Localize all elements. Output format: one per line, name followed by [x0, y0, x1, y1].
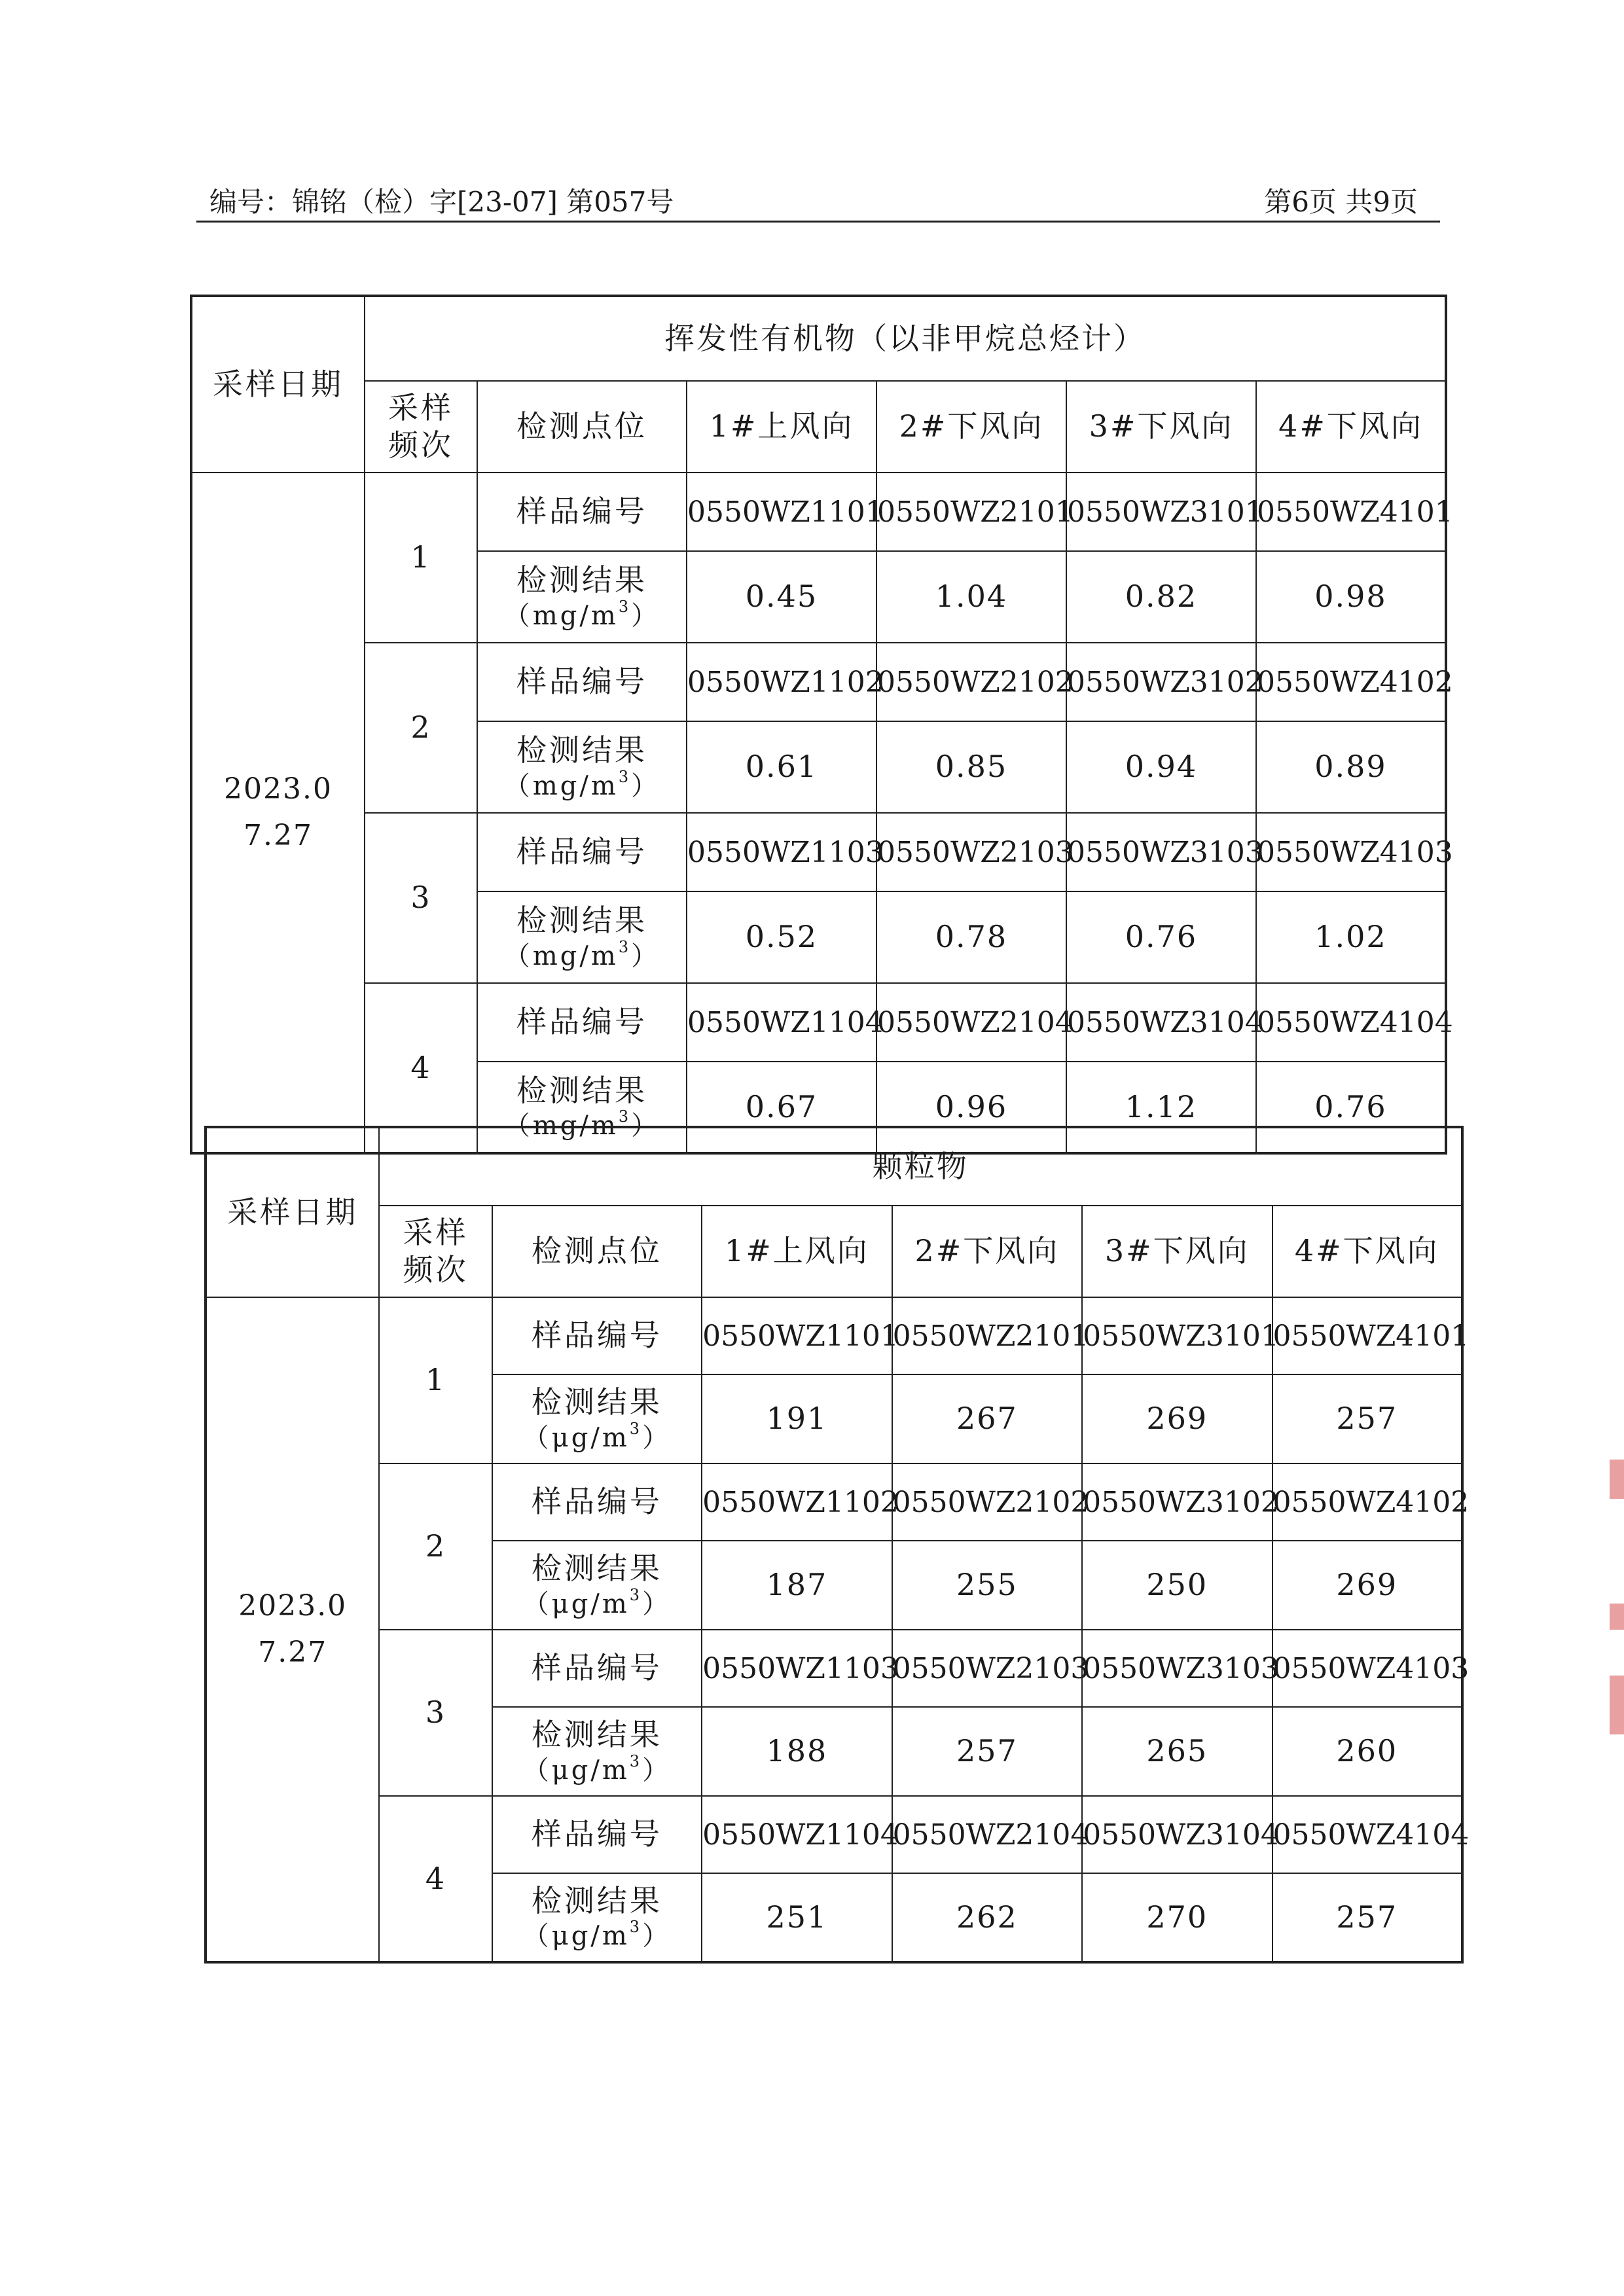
result-label — [492, 1873, 702, 1962]
result-label-text: 检测结果 — [516, 562, 647, 598]
pollutant-title: 挥发性有机物（以非甲烷总烃计） — [365, 296, 1446, 381]
result-value-cell: 0.52 — [687, 891, 876, 983]
unit-prefix: （mg/m — [503, 1111, 619, 1141]
sample-id-cell: 0550WZ4101 — [1272, 1297, 1462, 1374]
sample-id-cell: 0550WZ1103 — [687, 813, 876, 891]
point-header: 4#下风向 — [1256, 381, 1446, 473]
detection-point-header: 检测点位 — [477, 381, 687, 473]
result-value-cell: 255 — [892, 1541, 1082, 1630]
detection-point-header: 检测点位 — [492, 1206, 702, 1297]
page-header — [196, 177, 1440, 223]
result-value-cell: 0.67 — [687, 1062, 876, 1153]
result-value-cell: 265 — [1082, 1707, 1272, 1796]
sample-label: 样品编号 — [492, 1796, 702, 1873]
sample-id-cell: 0550WZ4103 — [1256, 813, 1446, 891]
result-value-cell: 260 — [1272, 1707, 1462, 1796]
sample-id-cell: 0550WZ1103 — [702, 1630, 892, 1707]
sample-label: 样品编号 — [492, 1297, 702, 1374]
unit-exponent: 3 — [629, 1751, 643, 1770]
unit-prefix: （μg/m — [522, 1755, 630, 1785]
sample-id-cell: 0550WZ2104 — [876, 983, 1066, 1062]
result-value-cell: 1.02 — [1256, 891, 1446, 983]
sample-id-cell: 0550WZ2103 — [876, 813, 1066, 891]
result-label-text: 检测结果 — [516, 732, 647, 768]
point-header: 3#下风向 — [1066, 381, 1256, 473]
unit-suffix: ） — [642, 1755, 672, 1785]
unit-exponent: 3 — [629, 1419, 643, 1438]
result-value-cell: 0.96 — [876, 1062, 1066, 1153]
sample-id-cell: 0550WZ2102 — [876, 643, 1066, 721]
result-unit — [493, 1751, 702, 1787]
result-value-cell: 1.04 — [876, 551, 1066, 643]
sample-id-cell: 0550WZ2103 — [892, 1630, 1082, 1707]
result-value-cell: 267 — [892, 1374, 1082, 1463]
result-value-cell: 262 — [892, 1873, 1082, 1962]
sampling-date — [191, 473, 365, 1153]
sampling-date-header: 采样日期 — [206, 1127, 379, 1297]
sample-id-cell: 0550WZ2101 — [876, 473, 1066, 551]
frequency-cell: 3 — [379, 1630, 492, 1796]
pollutant-title: 颗粒物 — [379, 1127, 1462, 1206]
sample-id-cell: 0550WZ3101 — [1066, 473, 1256, 551]
result-value-cell: 251 — [702, 1873, 892, 1962]
result-label-text: 检测结果 — [531, 1882, 662, 1918]
sample-row — [191, 813, 1446, 891]
sample-id-cell: 0550WZ4101 — [1256, 473, 1446, 551]
header-rule — [196, 221, 1440, 223]
sample-id-cell: 0550WZ4103 — [1272, 1630, 1462, 1707]
measurement-table — [204, 1126, 1470, 1964]
sample-id-cell: 0550WZ3102 — [1082, 1463, 1272, 1541]
sample-row — [191, 473, 1446, 551]
document-number: 编号：锦铭（检）字[23-07] 第057号 — [209, 186, 674, 218]
result-value-cell: 0.76 — [1066, 891, 1256, 983]
result-value-cell: 257 — [1272, 1374, 1462, 1463]
unit-prefix: （μg/m — [522, 1921, 630, 1952]
scan-edge-mark — [1610, 1604, 1624, 1630]
sample-row — [206, 1297, 1462, 1374]
result-value-cell: 1.12 — [1066, 1062, 1256, 1153]
unit-exponent: 3 — [629, 1918, 643, 1937]
sample-id-cell: 0550WZ2104 — [892, 1796, 1082, 1873]
sample-id-cell: 0550WZ1102 — [702, 1463, 892, 1541]
unit-prefix: （mg/m — [503, 600, 619, 631]
result-value-cell: 269 — [1082, 1374, 1272, 1463]
result-label-text: 检测结果 — [531, 1717, 662, 1753]
sample-id-cell: 0550WZ4104 — [1256, 983, 1446, 1062]
result-value-cell: 0.94 — [1066, 721, 1256, 813]
unit-exponent: 3 — [618, 767, 632, 786]
unit-suffix: ） — [642, 1921, 672, 1952]
result-value-cell: 188 — [702, 1707, 892, 1796]
sample-id-cell: 0550WZ4102 — [1272, 1463, 1462, 1541]
sample-label: 样品编号 — [477, 983, 687, 1062]
result-value-cell: 0.82 — [1066, 551, 1256, 643]
sample-row — [206, 1463, 1462, 1541]
result-value-cell: 0.98 — [1256, 551, 1446, 643]
sample-id-cell: 0550WZ1104 — [687, 983, 876, 1062]
sample-id-cell: 0550WZ3104 — [1066, 983, 1256, 1062]
result-value-cell: 0.85 — [876, 721, 1066, 813]
sampling-date-header: 采样日期 — [191, 296, 365, 473]
sample-id-cell: 0550WZ1101 — [702, 1297, 892, 1374]
scan-edge-mark — [1610, 1460, 1624, 1499]
sample-row — [206, 1630, 1462, 1707]
result-value-cell: 257 — [892, 1707, 1082, 1796]
result-value-cell: 250 — [1082, 1541, 1272, 1630]
result-label — [477, 721, 687, 813]
point-header: 2#下风向 — [892, 1206, 1082, 1297]
result-value-cell: 269 — [1272, 1541, 1462, 1630]
point-header: 2#下风向 — [876, 381, 1066, 473]
result-value-cell: 257 — [1272, 1873, 1462, 1962]
result-unit — [478, 597, 686, 632]
sampling-frequency-header: 采样频次 — [379, 1206, 492, 1297]
sample-label: 样品编号 — [477, 473, 687, 551]
result-label-text: 检测结果 — [531, 1384, 662, 1420]
sampling-date-value: 2023.07.27 — [224, 772, 333, 852]
frequency-cell: 2 — [379, 1463, 492, 1630]
scan-edge-mark — [1610, 1676, 1624, 1734]
sample-id-cell: 0550WZ2102 — [892, 1463, 1082, 1541]
result-label-text: 检测结果 — [531, 1551, 662, 1587]
unit-suffix: ） — [631, 770, 660, 801]
sample-id-cell: 0550WZ3104 — [1082, 1796, 1272, 1873]
result-label — [492, 1541, 702, 1630]
unit-exponent: 3 — [618, 1107, 632, 1126]
result-value-cell: 0.61 — [687, 721, 876, 813]
unit-prefix: （μg/m — [522, 1422, 630, 1453]
frequency-cell: 1 — [379, 1297, 492, 1463]
result-value-cell: 0.78 — [876, 891, 1066, 983]
measurement-table — [190, 295, 1453, 1155]
result-label-text: 检测结果 — [516, 1072, 647, 1108]
unit-suffix: ） — [631, 600, 660, 631]
result-label — [492, 1374, 702, 1463]
sample-id-cell: 0550WZ1104 — [702, 1796, 892, 1873]
result-value-cell: 191 — [702, 1374, 892, 1463]
result-value-cell: 187 — [702, 1541, 892, 1630]
sample-id-cell: 0550WZ1101 — [687, 473, 876, 551]
unit-prefix: （mg/m — [503, 770, 619, 801]
sample-id-cell: 0550WZ3103 — [1066, 813, 1256, 891]
unit-prefix: （μg/m — [522, 1588, 630, 1619]
point-header: 1#上风向 — [687, 381, 876, 473]
sample-id-cell: 0550WZ3102 — [1066, 643, 1256, 721]
unit-exponent: 3 — [629, 1585, 643, 1604]
sample-id-cell: 0550WZ4104 — [1272, 1796, 1462, 1873]
result-unit — [493, 1920, 702, 1952]
sample-id-cell: 0550WZ3103 — [1082, 1630, 1272, 1707]
unit-exponent: 3 — [618, 597, 632, 616]
unit-suffix: ） — [631, 1111, 660, 1141]
frequency-cell: 4 — [365, 983, 477, 1153]
result-value-cell: 0.76 — [1256, 1062, 1446, 1153]
result-value-cell: 270 — [1082, 1873, 1272, 1962]
sample-label: 样品编号 — [477, 813, 687, 891]
frequency-cell: 3 — [365, 813, 477, 983]
sample-label: 样品编号 — [477, 643, 687, 721]
result-label — [477, 551, 687, 643]
result-label-text: 检测结果 — [516, 903, 647, 939]
result-label — [477, 891, 687, 983]
frequency-cell: 2 — [365, 643, 477, 813]
frequency-cell: 1 — [365, 473, 477, 643]
point-header: 4#下风向 — [1272, 1206, 1462, 1297]
sampling-frequency-header: 采样频次 — [365, 381, 477, 473]
sample-label: 样品编号 — [492, 1630, 702, 1707]
sample-id-cell: 0550WZ1102 — [687, 643, 876, 721]
result-unit — [478, 937, 686, 973]
result-value-cell: 0.89 — [1256, 721, 1446, 813]
result-value-cell: 0.45 — [687, 551, 876, 643]
sampling-date-value: 2023.07.27 — [238, 1589, 348, 1669]
result-unit — [493, 1419, 702, 1454]
point-header: 1#上风向 — [702, 1206, 892, 1297]
unit-suffix: ） — [642, 1422, 672, 1453]
result-unit — [493, 1585, 702, 1621]
result-label — [492, 1707, 702, 1796]
sample-row — [206, 1796, 1462, 1873]
unit-prefix: （mg/m — [503, 941, 619, 971]
page-number: 第6页 共9页 — [1264, 186, 1418, 218]
unit-suffix: ） — [631, 941, 660, 971]
sample-row — [191, 643, 1446, 721]
sampling-date — [206, 1297, 379, 1962]
unit-exponent: 3 — [618, 937, 632, 956]
sample-id-cell: 0550WZ2101 — [892, 1297, 1082, 1374]
result-unit — [478, 767, 686, 802]
sample-row — [191, 983, 1446, 1062]
frequency-cell: 4 — [379, 1796, 492, 1962]
sample-label: 样品编号 — [492, 1463, 702, 1541]
point-header: 3#下风向 — [1082, 1206, 1272, 1297]
unit-suffix: ） — [642, 1588, 672, 1619]
sample-id-cell: 0550WZ3101 — [1082, 1297, 1272, 1374]
sample-id-cell: 0550WZ4102 — [1256, 643, 1446, 721]
